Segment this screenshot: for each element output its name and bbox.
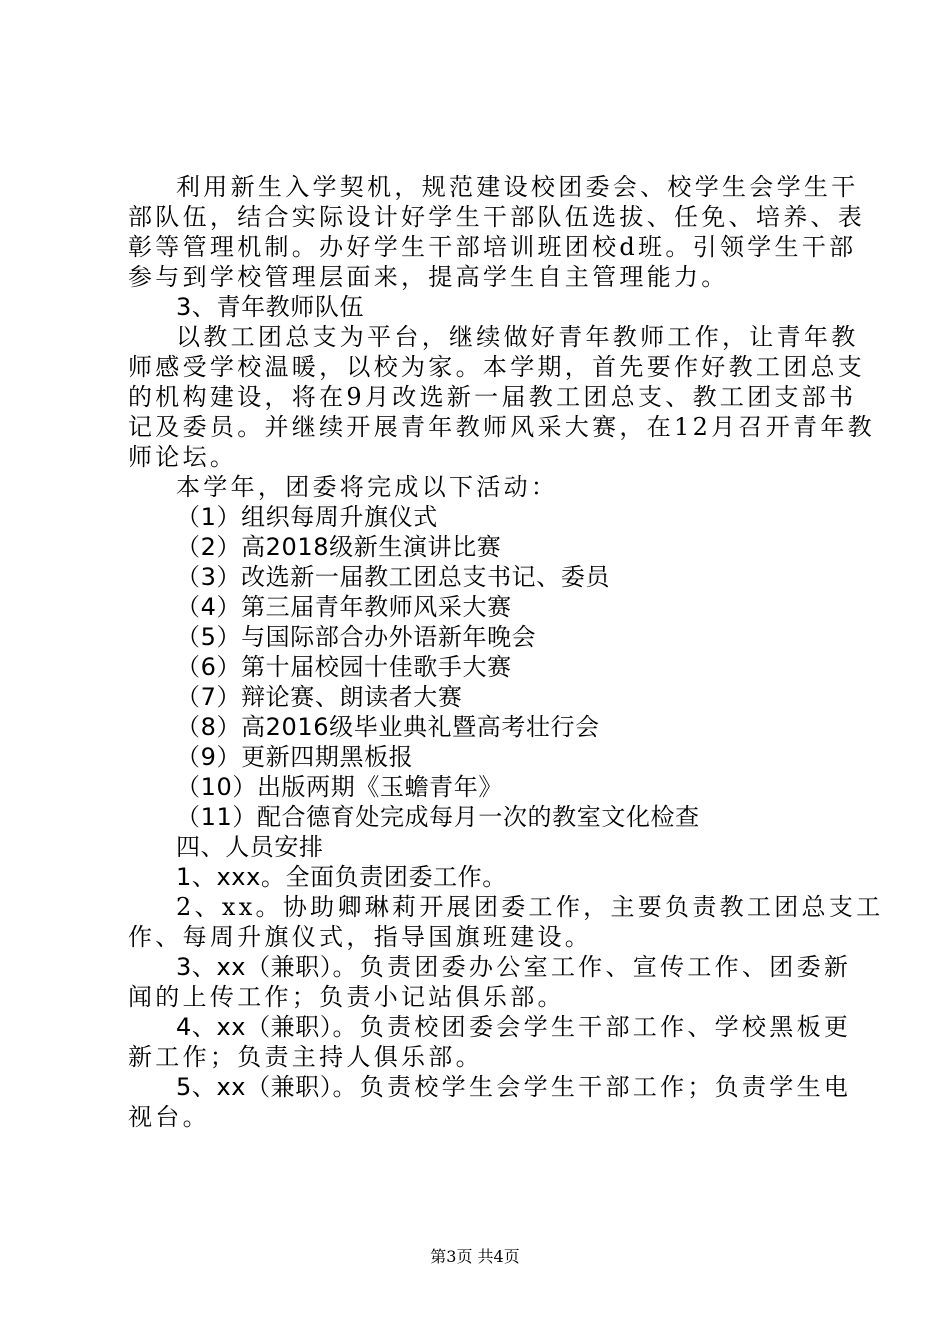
staff-item-1: 1、xxx。全面负责团委工作。 <box>176 863 507 891</box>
paragraph-line: 师论坛。 <box>128 443 238 471</box>
activity-item: （8）高2016级毕业典礼暨高考壮行会 <box>176 713 600 741</box>
staff-name: 3、xx（兼职） <box>176 953 333 981</box>
paragraph-line: 参与到学校管理层面来，提高学生自主管理能力。 <box>128 263 729 291</box>
staff-item-5-line: 视台。 <box>128 1103 210 1131</box>
activity-item: （4）第三届青年教师风采大赛 <box>176 593 512 621</box>
paragraph-line: 部队伍，结合实际设计好学生干部队伍选拔、任免、培养、表 <box>128 203 866 231</box>
activity-item: （3）改选新一届教工团总支书记、委员 <box>176 563 611 591</box>
staff-item-5-line <box>128 1072 852 1102</box>
staff-name: 5、xx（兼职） <box>176 1073 333 1101</box>
activity-item: （1）组织每周升旗仪式 <box>176 503 438 531</box>
staff-item-3-line: 闻的上传工作；负责小记站俱乐部。 <box>128 983 565 1011</box>
staff-name: 4、xx（兼职） <box>176 1013 333 1041</box>
staff-duty: 。负责校团委会学生干部工作、学校黑板更 <box>332 1013 852 1041</box>
paragraph-line: 彰等管理机制。办好学生干部培训班团校d班。引领学生干部 <box>128 233 857 261</box>
staff-item-2-line: 2、xx。协助卿琳莉开展团委工作，主要负责教工团总支工 <box>176 893 884 921</box>
paragraph-line: 以教工团总支为平台，继续做好青年教师工作，让青年教 <box>176 323 859 351</box>
section-heading-teacher: 3、青年教师队伍 <box>176 293 365 321</box>
paragraph-line: 利用新生入学契机，规范建设校团委会、校学生会学生干 <box>176 173 859 201</box>
section-heading-staff: 四、人员安排 <box>176 833 324 861</box>
staff-item-3-line <box>128 952 852 982</box>
staff-item-4-line: 新工作；负责主持人俱乐部。 <box>128 1043 483 1071</box>
staff-item-4-line <box>128 1012 852 1042</box>
activities-intro: 本学年，团委将完成以下活动： <box>176 473 559 501</box>
paragraph-line: 的机构建设，将在9月改选新一届教工团总支、教工团支部书 <box>128 383 857 411</box>
page-footer: 第3页 共4页 <box>430 1247 520 1266</box>
activity-item: （9）更新四期黑板报 <box>176 743 414 771</box>
document-body <box>128 172 884 1132</box>
activity-item: （10）出版两期《玉蟾青年》 <box>176 773 503 801</box>
activity-item: （11）配合德育处完成每月一次的教室文化检查 <box>176 803 700 831</box>
activity-item: （6）第十届校园十佳歌手大赛 <box>176 653 512 681</box>
staff-item-2-line: 作、每周升旗仪式，指导国旗班建设。 <box>128 923 593 951</box>
activity-item: （2）高2018级新生演讲比赛 <box>176 533 502 561</box>
staff-duty: 。负责校学生会学生干部工作；负责学生电 <box>332 1073 852 1101</box>
activity-item: （5）与国际部合办外语新年晚会 <box>176 623 537 651</box>
staff-duty: 。负责团委办公室工作、宣传工作、团委新 <box>332 953 852 981</box>
activity-item: （7）辩论赛、朗读者大赛 <box>176 683 463 711</box>
paragraph-line: 记及委员。并继续开展青年教师风采大赛，在12月召开青年教 <box>128 413 875 441</box>
paragraph-line: 师感受学校温暖，以校为家。本学期，首先要作好教工团总支 <box>128 353 866 381</box>
